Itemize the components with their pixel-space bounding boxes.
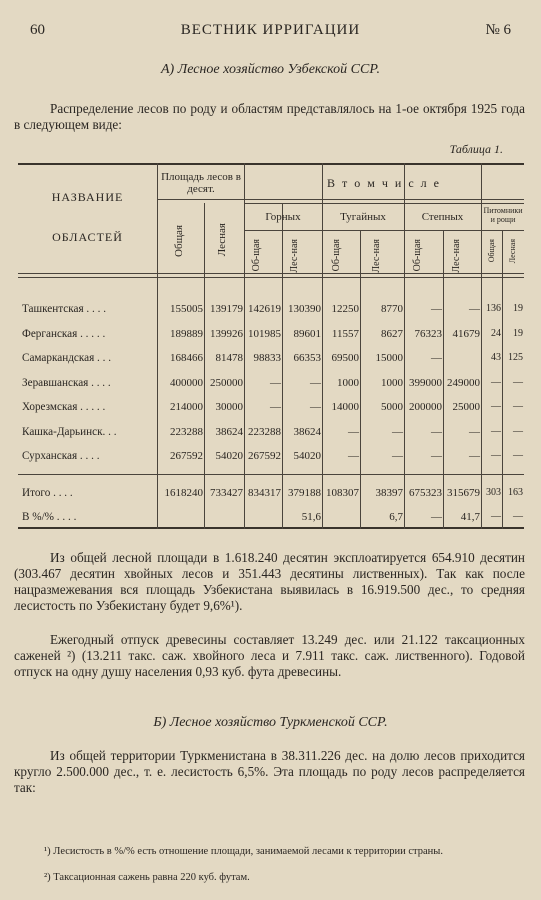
row-name: В %/% . . . . — [22, 511, 77, 523]
table-cell: 5000 — [381, 401, 403, 413]
table-cell: 24 — [491, 327, 501, 339]
row-name: Кашка-Дарьинск. . . — [22, 425, 117, 438]
table-cell: 733427 — [210, 487, 243, 499]
subheader-total: Общая — [173, 225, 185, 257]
table-cell: 834317 — [248, 487, 281, 499]
table-cell: 163 — [508, 487, 523, 498]
table-cell: — — [270, 376, 281, 389]
table-cell: — — [469, 425, 480, 438]
table-cell: 130390 — [288, 303, 321, 315]
nursery-general: Общая — [487, 239, 496, 263]
table-cell: 200000 — [409, 401, 442, 413]
table-cell: — — [431, 511, 442, 523]
mountain-wooded: Лес-ная — [289, 239, 300, 273]
table-cell: 54020 — [215, 450, 243, 462]
header-name-2: ОБЛАСТЕЙ — [52, 230, 123, 244]
table-cell: 12250 — [331, 303, 359, 315]
table-cell: 249000 — [447, 376, 480, 389]
table-cell: 38397 — [375, 487, 403, 499]
table-cell: — — [491, 401, 501, 412]
header-including: В т о м ч и с л е — [327, 176, 441, 190]
table-cell: 136 — [486, 303, 501, 314]
page-header — [30, 22, 511, 42]
table-cell: 101985 — [248, 327, 281, 340]
table-cell: 1000 — [381, 376, 403, 389]
table-cell: 38624 — [293, 425, 321, 438]
forest-distribution-table — [18, 163, 524, 529]
table-cell: 25000 — [452, 401, 480, 413]
table-cell: — — [513, 450, 523, 461]
table-cell: 142619 — [248, 303, 281, 315]
table-cell: 189889 — [170, 327, 203, 340]
section-a-title: А) Лесное хозяйство Узбекской ССР. — [161, 62, 380, 77]
paragraph-exploitation: Из общей лесной площади в 1.618.240 десятин эксплоатируется 654.910 десятин (303.467 десятин хвойных лесов и 351.443 десятины лиственных). Так как после нацразмежевания вся площадь Узбекистана выявилась в 16.919.500 дес., то средняя лесистость по Узбекистану будет 9,6%¹). — [14, 550, 525, 613]
table-cell: 155005 — [170, 303, 203, 315]
table-cell: 43 — [491, 352, 501, 363]
group-tugai: Тугайных — [340, 211, 386, 223]
table-cell: 125 — [508, 352, 523, 363]
row-name: Ташкентская . . . . — [22, 303, 106, 315]
mountain-general: Об-щая — [251, 239, 262, 272]
section-b-title: Б) Лесное хозяйство Туркменской ССР. — [153, 715, 388, 730]
header-name-1: НАЗВАНИЕ — [51, 190, 124, 204]
table-cell: 315679 — [447, 487, 480, 499]
group-nursery: Питомники и рощи — [483, 206, 523, 224]
row-name: Итого . . . . — [22, 487, 73, 499]
page-number: 60 — [30, 22, 45, 38]
table-cell: — — [348, 450, 359, 462]
table-cell: 139179 — [210, 303, 243, 315]
table-cell: — — [469, 450, 480, 462]
table-cell: 1000 — [337, 376, 359, 389]
table-cell: — — [513, 511, 523, 522]
row-name: Зеравшанская . . . . — [22, 376, 111, 389]
table-cell: — — [431, 303, 442, 315]
table-cell: 51,6 — [301, 511, 321, 523]
journal-title: ВЕСТНИК ИРРИГАЦИИ — [180, 22, 361, 38]
table-cell: — — [431, 425, 442, 438]
table-cell: 76323 — [414, 327, 442, 340]
table-cell: 98833 — [253, 352, 281, 364]
table-cell: 267592 — [248, 450, 281, 462]
table-cell: 8770 — [381, 303, 403, 315]
table-cell: 19 — [513, 327, 523, 339]
table-cell: 89601 — [293, 327, 321, 340]
table-cell: — — [491, 425, 501, 437]
table-cell: 66353 — [293, 352, 321, 364]
subheader-forest: Лесная — [216, 223, 228, 257]
table-cell: 675323 — [409, 487, 442, 499]
table-caption: Таблица 1. — [449, 142, 503, 156]
paragraph-turkmen: Из общей территории Туркменистана в 38.311.226 дес. на долю лесов приходится кругло 2.500.000 дес., т. е. лесистость 6,5%. Эта площадь по роду лесов распределяется так: — [14, 748, 525, 795]
table-cell: 38624 — [215, 425, 243, 438]
table-cell: 54020 — [293, 450, 321, 462]
table-cell: 11557 — [331, 327, 359, 340]
table-cell: 69500 — [331, 352, 359, 364]
row-name: Хорезмская . . . . . — [22, 401, 106, 413]
table-cell: — — [270, 401, 281, 413]
table-cell: 379188 — [288, 487, 321, 499]
table-cell: — — [513, 376, 523, 388]
table-cell: 41,7 — [460, 511, 480, 523]
table-cell: 223288 — [170, 425, 203, 438]
table-cell: 6,7 — [389, 511, 403, 523]
paragraph-annual-cut: Ежегодный отпуск древесины составляет 13.249 дес. или 21.122 таксационных саженей ²) (13.211 такс. саж. хвойного леса и 7.911 такс. саж. лиственного). Годовой отпуск на одну душу населения 0,93 куб. фута древесины. — [14, 632, 525, 679]
row-name: Сурханская . . . . — [22, 450, 100, 462]
group-steppe: Степных — [421, 211, 464, 223]
nursery-wooded: Лесная — [508, 239, 517, 264]
footnote-1: ¹) Лесистость в %/% есть отношение площади, занимаемой лесами к территории страны. — [44, 846, 443, 857]
steppe-general: Об-щая — [412, 239, 423, 272]
table-cell: 81478 — [215, 352, 243, 364]
table-cell: 168466 — [170, 352, 203, 364]
table-cell: 30000 — [215, 401, 243, 413]
issue-number: № 6 — [485, 22, 511, 38]
tugai-general: Об-щая — [331, 239, 342, 272]
table-cell: — — [431, 352, 442, 364]
table-cell: — — [491, 511, 501, 522]
table-cell: — — [513, 425, 523, 437]
table-cell: 15000 — [375, 352, 403, 364]
table-cell: — — [310, 376, 321, 389]
table-cell: 139926 — [210, 327, 243, 340]
row-name: Ферганская . . . . . — [22, 327, 106, 340]
group-mountain: Горных — [265, 211, 301, 223]
table-cell: 108307 — [326, 487, 359, 499]
table-cell: 267592 — [170, 450, 203, 462]
row-name: Самаркандская . . . — [22, 352, 112, 364]
table-cell: 250000 — [210, 376, 243, 389]
table-cell: — — [392, 425, 403, 438]
table-cell: — — [348, 425, 359, 438]
table-cell: 8627 — [381, 327, 403, 340]
table-cell: 14000 — [331, 401, 359, 413]
table-cell: — — [431, 450, 442, 462]
table-cell: — — [310, 401, 321, 413]
table-cell: 303 — [486, 487, 501, 498]
table-cell: 399000 — [409, 376, 442, 389]
table-cell: — — [392, 450, 403, 462]
steppe-wooded: Лес-ная — [451, 239, 462, 273]
table-cell: — — [513, 401, 523, 412]
tugai-wooded: Лес-ная — [371, 239, 382, 273]
table-cell: 41679 — [452, 327, 480, 340]
table-cell: 400000 — [170, 376, 203, 389]
table-cell: — — [469, 303, 480, 315]
table-cell: — — [491, 450, 501, 461]
table-cell: — — [491, 376, 501, 388]
table-cell: 223288 — [248, 425, 281, 438]
intro-paragraph: Распределение лесов по роду и областям представлялось на 1-ое октября 1925 года в следующем виде: — [14, 101, 525, 132]
table-cell: 214000 — [170, 401, 203, 413]
footnote-2: ²) Таксационная сажень равна 220 куб. футам. — [44, 872, 250, 883]
table-cell: 19 — [513, 303, 523, 314]
header-area: Площадь лесов в десят. — [161, 171, 241, 195]
table-cell: 1618240 — [164, 487, 203, 499]
